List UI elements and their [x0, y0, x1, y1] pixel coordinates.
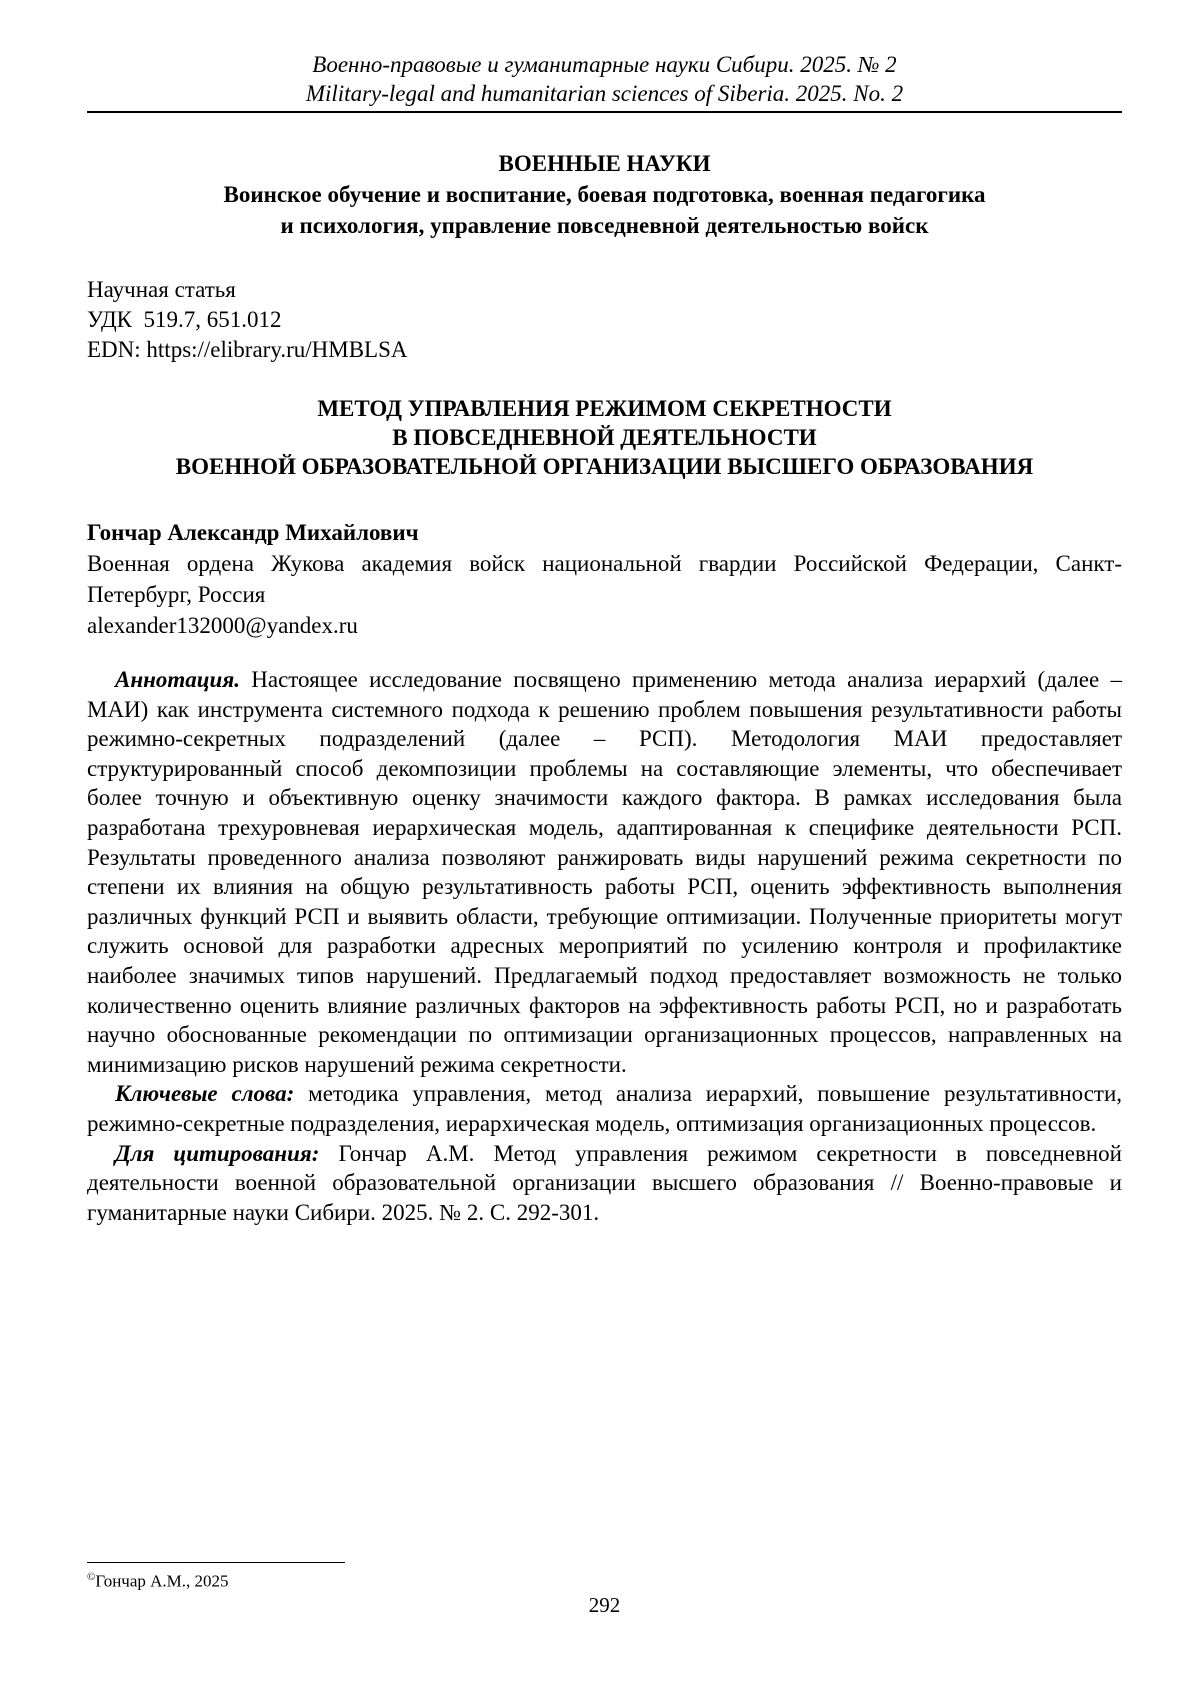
citation-label: Для цитирования:: [115, 1140, 320, 1166]
author-affiliation: Военная ордена Жукова академия войск национальной гвардии Российской Федерации, Санкт-Петербург, Россия: [87, 551, 1122, 607]
abstract-text: Настоящее исследование посвящено применению метода анализа иерархий (далее – МАИ) как инструмента системного подхода к решению проблем повышения результативности работы режимно-секретных подразделений (далее – РСП). Методология МАИ предоставляет структурированный способ декомпозиции проблемы на составляющие элементы, что обеспечивает более точную и объективную оценку значимости каждого фактора. В рамках исследования была разработана трехуровневая иерархическая модель, адаптированная к специфике деятельности РСП. Результаты проведенного анализа позволяют ранжировать виды нарушений режима секретности по степени их влияния на общую результативность работы РСП, оценить эффективность выполнения различных функций РСП и выявить области, требующие оптимизации. Полученные приоритеты могут служить основой для разработки адресных мероприятий по усилению контроля и профилактике наиболее значимых типов нарушений. Предлагаемый подход предоставляет возможность не только количественно оценить влияние различных факторов на эффективность работы РСП, но и разработать научно обоснованные рекомендации по оптимизации организационных процессов, направленных на минимизацию рисков нарушений режима секретности.: [87, 667, 1122, 1077]
journal-name-ru: Военно-правовые и гуманитарные науки Сибири. 2025. № 2: [312, 52, 897, 77]
keywords-label: Ключевые слова:: [115, 1081, 295, 1107]
running-header: [87, 50, 1122, 108]
author-block: [87, 517, 1122, 641]
journal-name-en: Military-legal and humanitarian sciences of Siberia. 2025. No. 2: [305, 81, 904, 106]
section-title: ВОЕННЫЕ НАУКИ: [498, 151, 711, 176]
section-subtitle-line-1: Воинское обучение и воспитание, боевая подготовка, военная педагогика: [223, 182, 986, 207]
journal-page: [87, 0, 1122, 1697]
keywords-paragraph: [87, 1079, 1122, 1138]
abstract-paragraph: [87, 665, 1122, 1079]
udc-code: УДК 519.7, 651.012: [87, 307, 282, 332]
abstract-section: [87, 665, 1122, 1227]
article-type: Научная статья: [87, 277, 236, 302]
article-title-line-2: В ПОВСЕДНЕВНОЙ ДЕЯТЕЛЬНОСТИ: [392, 425, 817, 450]
page-number: 292: [588, 1593, 621, 1617]
footnote-divider: [87, 1562, 345, 1563]
article-title: [87, 394, 1122, 481]
section-heading: [87, 148, 1122, 241]
edn-link[interactable]: EDN: https://elibrary.ru/HMBLSA: [87, 337, 408, 362]
article-title-line-1: МЕТОД УПРАВЛЕНИЯ РЕЖИМОМ СЕКРЕТНОСТИ: [317, 396, 892, 421]
section-subtitle-line-2: и психология, управление повседневной деятельностью войск: [280, 213, 929, 238]
article-meta: [87, 275, 1122, 365]
copyright-text: Гончар А.М., 2025: [95, 1571, 229, 1591]
copyright-mark: ©: [87, 1571, 96, 1583]
citation-paragraph: [87, 1139, 1122, 1228]
abstract-label: Аннотация.: [115, 667, 240, 692]
keywords-text: методика управления, метод анализа иерархий, повышение результативности, режимно-секретные подразделения, иерархическая модель, оптимизация организационных процессов.: [87, 1081, 1123, 1136]
copyright-footnote: [87, 1566, 229, 1593]
citation-text: Гончар А.М. Метод управления режимом секретности в повседневной деятельности военной образовательной организации высшего образования // Военно-правовые и гуманитарные науки Сибири. 2025. № 2. С. 292-301.: [87, 1140, 1122, 1225]
author-name: Гончар Александр Михайлович: [87, 520, 419, 545]
header-divider: [87, 111, 1122, 113]
article-title-line-3: ВОЕННОЙ ОБРАЗОВАТЕЛЬНОЙ ОРГАНИЗАЦИИ ВЫСШЕГО ОБРАЗОВАНИЯ: [175, 454, 1034, 479]
author-email[interactable]: alexander132000@yandex.ru: [87, 613, 358, 638]
